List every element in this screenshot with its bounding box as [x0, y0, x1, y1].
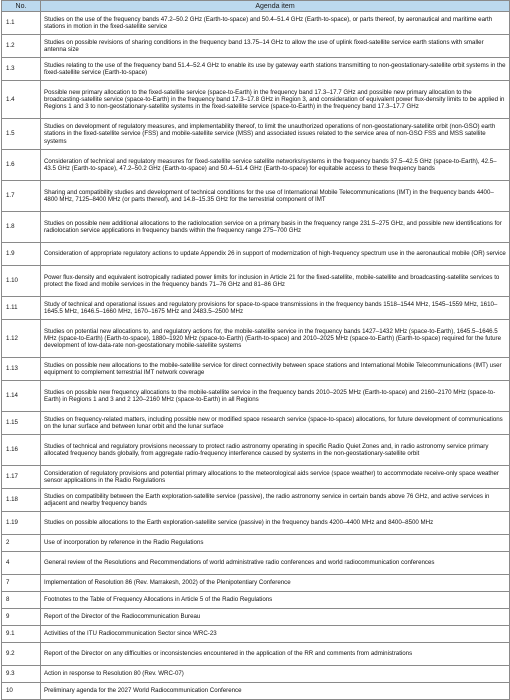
item-description: Power flux-density and equivalent isotropically radiated power limits for inclusion in Article 21 for the fixed-satellite, mobile-satellite and broadcasting-satellite services to protect the fixed and mobile services in the frequency bands 71–76 GHz and 81–86 GHz [41, 266, 510, 297]
column-header-no: No. [2, 1, 41, 12]
table-row [2, 626, 510, 643]
item-number: 2 [2, 535, 41, 552]
table-row [2, 609, 510, 626]
item-number: 1.10 [2, 266, 41, 297]
table-row [2, 575, 510, 592]
table-row [2, 381, 510, 412]
item-description: Studies on possible new additional allocations to the radiolocation service on a primary basis in the frequency range 231.5–275 GHz, and possible new identifications for radiolocation service applications in frequency bands within the frequency range 275–700 GHz [41, 212, 510, 243]
item-number: 1.7 [2, 181, 41, 212]
item-description: Footnotes to the Table of Frequency Allocations in Article 5 of the Radio Regulations [41, 592, 510, 609]
table-row [2, 643, 510, 666]
item-number: 9.1 [2, 626, 41, 643]
item-number: 8 [2, 592, 41, 609]
item-description: Report of the Director on any difficulties or inconsistencies encountered in the application of the RR and comments from administrations [41, 643, 510, 666]
table-row [2, 412, 510, 435]
table-row [2, 181, 510, 212]
table-row [2, 666, 510, 683]
table-row [2, 119, 510, 150]
table-row [2, 35, 510, 58]
table-row [2, 683, 510, 700]
table-row [2, 552, 510, 575]
item-number: 1.2 [2, 35, 41, 58]
item-description: Preliminary agenda for the 2027 World Radiocommunication Conference [41, 683, 510, 700]
item-number: 1.14 [2, 381, 41, 412]
item-description: Activities of the ITU Radiocommunication Sector since WRC-23 [41, 626, 510, 643]
item-description: Studies on the use of the frequency bands 47.2–50.2 GHz (Earth-to-space) and 50.4–51.4 GHz (Earth-to-space), or parts thereof, by aeronautical and maritime earth stations in motion in the fixed-satellite service [41, 12, 510, 35]
item-number: 1.11 [2, 297, 41, 320]
item-number: 1.15 [2, 412, 41, 435]
item-number: 9.2 [2, 643, 41, 666]
item-number: 1.9 [2, 243, 41, 266]
item-description: Studies on frequency-related matters, including possible new or modified space research service (space-to-space) allocations, for future development of communications on the lunar surface and between lunar orbit and the lunar surface [41, 412, 510, 435]
item-number: 9 [2, 609, 41, 626]
item-number: 1.18 [2, 489, 41, 512]
item-description: Sharing and compatibility studies and development of technical conditions for the use of International Mobile Telecommunications (IMT) in the frequency bands 4400–4800 MHz, 7125–8400 MHz (or parts thereof), and 14.8–15.35 GHz for the terrestrial component of IMT [41, 181, 510, 212]
table-row [2, 243, 510, 266]
item-description: Studies on development of regulatory measures, and implementability thereof, to limit the unauthorized operations of non-geostationary-satellite orbit (non-GSO) earth stations in the fixed-satellite service (FSS) and mobile-satellite service (MSS) and associated issues related to the service area of non-GSO FSS and MSS satellite systems [41, 119, 510, 150]
table-row [2, 466, 510, 489]
item-description: Implementation of Resolution 86 (Rev. Marrakesh, 2002) of the Plenipotentiary Conference [41, 575, 510, 592]
column-header-agenda-item: Agenda item [41, 1, 510, 12]
table-row [2, 320, 510, 358]
item-description: Studies on potential new allocations to, and regulatory actions for, the mobile-satellite service in the frequency bands 1427–1432 MHz (space-to-Earth), 1645.5–1646.5 MHz (space-to-Earth) (Earth-to-space), 1880–1920 MHz (space-to-Earth) (Earth-to-space) and 2010–2025 MHz (space-to-Earth) (Earth-to-space) required for the future development of low-data-rate non-geostationary mobile-satellite systems [41, 320, 510, 358]
header-row [2, 1, 510, 12]
item-description: Possible new primary allocation to the fixed-satellite service (space-to-Earth) in the frequency band 17.3–17.7 GHz and possible new primary allocation to the broadcasting-satellite service (space-to-Earth) in the frequency band 17.3–17.8 GHz in Region 3, and consideration of equivalent power flux-density limits to be applied in Regions 1 and 3 to non-geostationary-satellite systems in the fixed-satellite service (space-to-Earth) in the frequency band 17.3–17.7 GHz [41, 81, 510, 119]
item-description: Studies on possible revisions of sharing conditions in the frequency band 13.75–14 GHz to allow the use of uplink fixed-satellite service earth stations with smaller antenna size [41, 35, 510, 58]
table-row [2, 81, 510, 119]
item-description: Report of the Director of the Radiocommunication Bureau [41, 609, 510, 626]
item-number: 10 [2, 683, 41, 700]
item-number: 4 [2, 552, 41, 575]
item-number: 1.6 [2, 150, 41, 181]
table-row [2, 358, 510, 381]
item-description: Studies on possible new frequency allocations to the mobile-satellite service in the frequency bands 2010–2025 MHz (Earth-to-space) and 2160–2170 MHz (space-to-Earth) in Regions 1 and 3 and 2 120–2160 MHz (space-to-Earth) in all Regions [41, 381, 510, 412]
item-description: General review of the Resolutions and Recommendations of world administrative radio conferences and world radiocommunication conferences [41, 552, 510, 575]
table-row [2, 535, 510, 552]
item-number: 1.13 [2, 358, 41, 381]
item-number: 1.12 [2, 320, 41, 358]
item-number: 1.1 [2, 12, 41, 35]
agenda-table [1, 0, 510, 700]
item-description: Studies relating to the use of the frequency band 51.4–52.4 GHz to enable its use by gateway earth stations transmitting to non-geostationary-satellite orbit systems in the fixed-satellite service (Earth-to-space) [41, 58, 510, 81]
agenda-table-container [1, 0, 509, 700]
item-number: 1.8 [2, 212, 41, 243]
item-description: Action in response to Resolution 80 (Rev. WRC-07) [41, 666, 510, 683]
item-number: 1.4 [2, 81, 41, 119]
item-description: Use of incorporation by reference in the Radio Regulations [41, 535, 510, 552]
item-number: 7 [2, 575, 41, 592]
item-number: 1.19 [2, 512, 41, 535]
table-row [2, 512, 510, 535]
item-description: Consideration of regulatory provisions and potential primary allocations to the meteorological aids service (space weather) to accommodate receive-only space weather sensor applications in the Radio Regulations [41, 466, 510, 489]
item-description: Studies on possible allocations to the Earth exploration-satellite service (passive) in the frequency bands 4200–4400 MHz and 8400–8500 MHz [41, 512, 510, 535]
item-description: Studies on compatibility between the Earth exploration-satellite service (passive), the radio astronomy service in certain bands above 76 GHz, and active services in adjacent and nearby frequency bands [41, 489, 510, 512]
table-row [2, 12, 510, 35]
item-number: 1.17 [2, 466, 41, 489]
table-row [2, 212, 510, 243]
table-row [2, 266, 510, 297]
table-row [2, 297, 510, 320]
item-number: 1.3 [2, 58, 41, 81]
table-row [2, 58, 510, 81]
item-description: Studies on possible new allocations to the mobile-satellite service for direct connectivity between space stations and International Mobile Telecommunications (IMT) user equipment to complement terrestrial IMT network coverage [41, 358, 510, 381]
item-number: 9.3 [2, 666, 41, 683]
item-number: 1.16 [2, 435, 41, 466]
item-description: Consideration of technical and regulatory measures for fixed-satellite service satellite networks/systems in the frequency bands 37.5–42.5 GHz (space-to-Earth), 42.5–43.5 GHz (Earth-to-space), 47.2–50.2 GHz (Earth-to-space) and 50.4–51.4 GHz (Earth-to-space) for equitable access to these frequency bands [41, 150, 510, 181]
item-description: Consideration of appropriate regulatory actions to update Appendix 26 in support of modernization of high-frequency spectrum use in the aeronautical mobile (OR) service [41, 243, 510, 266]
item-description: Studies of technical and regulatory provisions necessary to protect radio astronomy operating in specific Radio Quiet Zones and, in radio astronomy service primary allocated frequency bands globally, from aggregate radio-frequency interference caused by systems in the non-geostationary-satellite orbit [41, 435, 510, 466]
item-number: 1.5 [2, 119, 41, 150]
table-row [2, 435, 510, 466]
table-row [2, 150, 510, 181]
table-row [2, 489, 510, 512]
item-description: Study of technical and operational issues and regulatory provisions for space-to-space transmissions in the frequency bands 1518–1544 MHz, 1545–1559 MHz, 1610–1645.5 MHz, 1646.5–1660 MHz, 1670–1675 MHz and 2483.5–2500 MHz [41, 297, 510, 320]
table-row [2, 592, 510, 609]
